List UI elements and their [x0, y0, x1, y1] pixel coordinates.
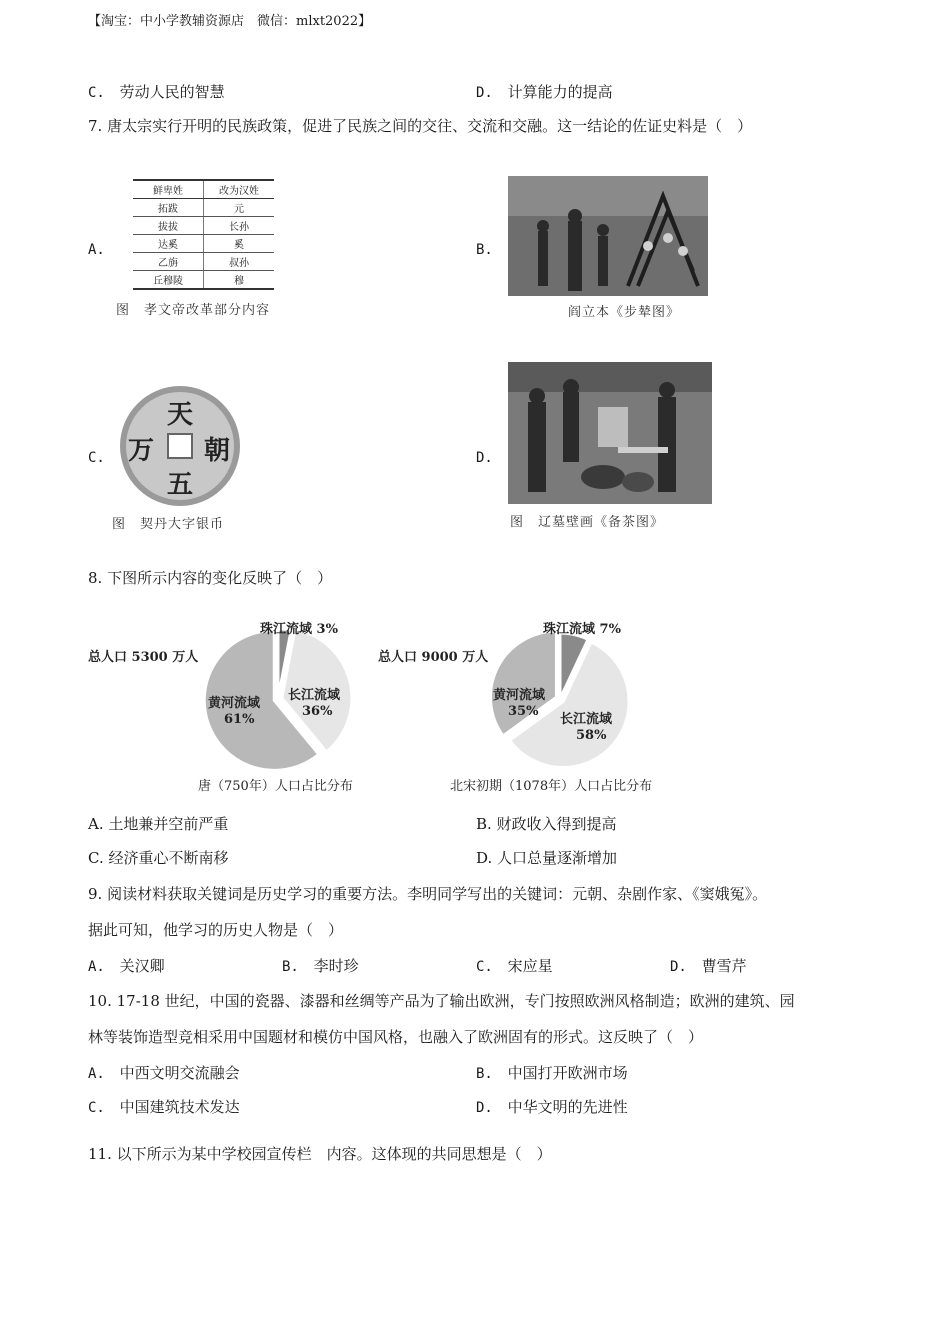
q10-option-d-letter: D. — [476, 1100, 493, 1116]
q10-option-b-letter: B. — [476, 1066, 493, 1082]
q9-option-d[interactable] — [670, 956, 747, 977]
table-cell: 拔拔 — [133, 217, 204, 235]
q8-stem: 8. 下图所示内容的变化反映了（ ） — [88, 569, 333, 587]
mural-illustration — [508, 362, 712, 504]
q7-stem: 7. 唐太宗实行开明的民族政策，促进了民族之间的交往、交流和交融。这一结论的佐证史料是（ ） — [88, 117, 753, 135]
table-cell: 奚 — [204, 235, 275, 253]
q7-option-a-letter[interactable]: A. — [88, 242, 105, 258]
pie-total-label: 总人口 5300 万人 — [88, 650, 199, 665]
population-pie-charts — [88, 615, 868, 800]
pie-total-label: 总人口 9000 万人 — [378, 650, 489, 665]
q7-option-d-caption: 图 辽墓壁画《备茶图》 — [510, 515, 665, 530]
q8-option-c[interactable]: C. 经济重心不断南移 — [88, 849, 229, 867]
q8-option-b[interactable]: B. 财政收入得到提高 — [476, 815, 617, 833]
q7-option-b-painting — [508, 176, 708, 296]
table-cell: 元 — [204, 199, 275, 217]
q9-option-c-letter: C. — [476, 959, 493, 975]
coin-char-left: 万 — [128, 436, 155, 466]
q6-option-c[interactable] — [88, 82, 225, 103]
q9-option-b-text: 李时珍 — [313, 957, 359, 975]
pie-slice-label: 长江流域 — [288, 688, 341, 703]
q10-option-b[interactable] — [476, 1063, 628, 1084]
table-cell: 叔孙 — [204, 253, 275, 271]
q6-option-d-letter: D. — [476, 85, 493, 101]
q8-option-d[interactable]: D. 人口总量逐渐增加 — [476, 849, 618, 867]
pie-slice-label: 黄河流域 — [493, 688, 546, 703]
q9-option-a[interactable] — [88, 956, 165, 977]
q7-option-a-table — [133, 179, 274, 290]
q10-stem-line2: 林等装饰造型竞相采用中国题材和模仿中国风格，也融入了欧洲固有的形式。这反映了（ ） — [88, 1028, 704, 1046]
q7-option-b-letter[interactable]: B. — [476, 242, 493, 258]
q7-option-c-caption: 图 契丹大字银币 — [112, 517, 225, 532]
table-cell: 拓跋 — [133, 199, 204, 217]
table-cell: 穆 — [204, 271, 275, 290]
table-cell: 达奚 — [133, 235, 204, 253]
q10-option-a-letter: A. — [88, 1066, 105, 1082]
pie-slice-label: 长江流域 — [560, 712, 613, 727]
q10-option-d-text: 中华文明的先进性 — [507, 1098, 628, 1116]
table-header: 改为汉姓 — [204, 180, 275, 199]
q7-option-a-caption: 图 孝文帝改革部分内容 — [116, 303, 271, 318]
pie-slice-label: 珠江流域 7% — [543, 622, 621, 637]
q6-option-c-text: 劳动人民的智慧 — [119, 83, 225, 101]
pie-title: 北宋初期（1078年）人口占比分布 — [450, 779, 653, 794]
page-header: 【淘宝：中小学教辅资源店 微信：mlxt2022】 — [88, 14, 372, 29]
q9-option-a-letter: A. — [88, 959, 105, 975]
pie-slice-pct: 61% — [224, 712, 255, 727]
table-cell: 丘穆陵 — [133, 271, 204, 290]
q10-option-c[interactable] — [88, 1097, 240, 1118]
q11-stem: 11. 以下所示为某中学校园宣传栏 内容。这体现的共同思想是（ ） — [88, 1145, 552, 1163]
q10-option-a-text: 中西文明交流融会 — [119, 1064, 240, 1082]
q7-option-d-letter[interactable]: D. — [476, 450, 493, 466]
q9-option-b[interactable] — [282, 956, 359, 977]
q9-option-b-letter: B. — [282, 959, 299, 975]
q9-stem-line1: 9. 阅读材料获取关键词是历史学习的重要方法。李明同学写出的关键词：元朝、杂剧作家、《窦娥冤》。 — [88, 885, 768, 903]
table-header: 鲜卑姓 — [133, 180, 204, 199]
q9-option-c[interactable] — [476, 956, 553, 977]
q8-option-a[interactable]: A. 土地兼并空前严重 — [88, 815, 229, 833]
pie-slice-pct: 58% — [576, 728, 607, 743]
q10-option-d[interactable] — [476, 1097, 628, 1118]
q10-option-c-letter: C. — [88, 1100, 105, 1116]
table-cell: 长孙 — [204, 217, 275, 235]
coin-char-bottom: 五 — [167, 470, 194, 500]
q7-option-d-mural — [508, 362, 712, 504]
q8-chart-area — [88, 615, 868, 800]
q9-option-c-text: 宋应星 — [507, 957, 553, 975]
q10-option-c-text: 中国建筑技术发达 — [119, 1098, 240, 1116]
q9-stem-line2: 据此可知，他学习的历史人物是（ ） — [88, 921, 344, 939]
q7-option-c-coin — [118, 384, 242, 508]
q6-option-d-text: 计算能力的提高 — [507, 83, 613, 101]
q7-option-b-caption: 阎立本《步辇图》 — [568, 305, 681, 320]
q9-option-d-text: 曹雪芹 — [701, 957, 747, 975]
pie-slice-pct: 36% — [302, 704, 333, 719]
q9-option-d-letter: D. — [670, 959, 687, 975]
q6-option-d[interactable] — [476, 82, 613, 103]
q10-option-b-text: 中国打开欧洲市场 — [507, 1064, 628, 1082]
table-cell: 乙旃 — [133, 253, 204, 271]
pie-slice-label: 珠江流域 3% — [260, 622, 338, 637]
pie-slice-label: 黄河流域 — [208, 696, 261, 711]
q10-option-a[interactable] — [88, 1063, 240, 1084]
q6-option-c-letter: C. — [88, 85, 105, 101]
coin-char-right: 朝 — [204, 436, 231, 466]
painting-illustration — [508, 176, 708, 296]
q10-stem-line1: 10. 17-18 世纪，中国的瓷器、漆器和丝绸等产品为了输出欧洲，专门按照欧洲风格制造；欧洲的建筑、园 — [88, 992, 795, 1010]
q7-option-c-letter[interactable]: C. — [88, 450, 105, 466]
coin-char-top: 天 — [167, 400, 194, 430]
pie-title: 唐（750年）人口占比分布 — [198, 779, 353, 794]
q9-option-a-text: 关汉卿 — [119, 957, 165, 975]
pie-slice-pct: 35% — [508, 704, 539, 719]
